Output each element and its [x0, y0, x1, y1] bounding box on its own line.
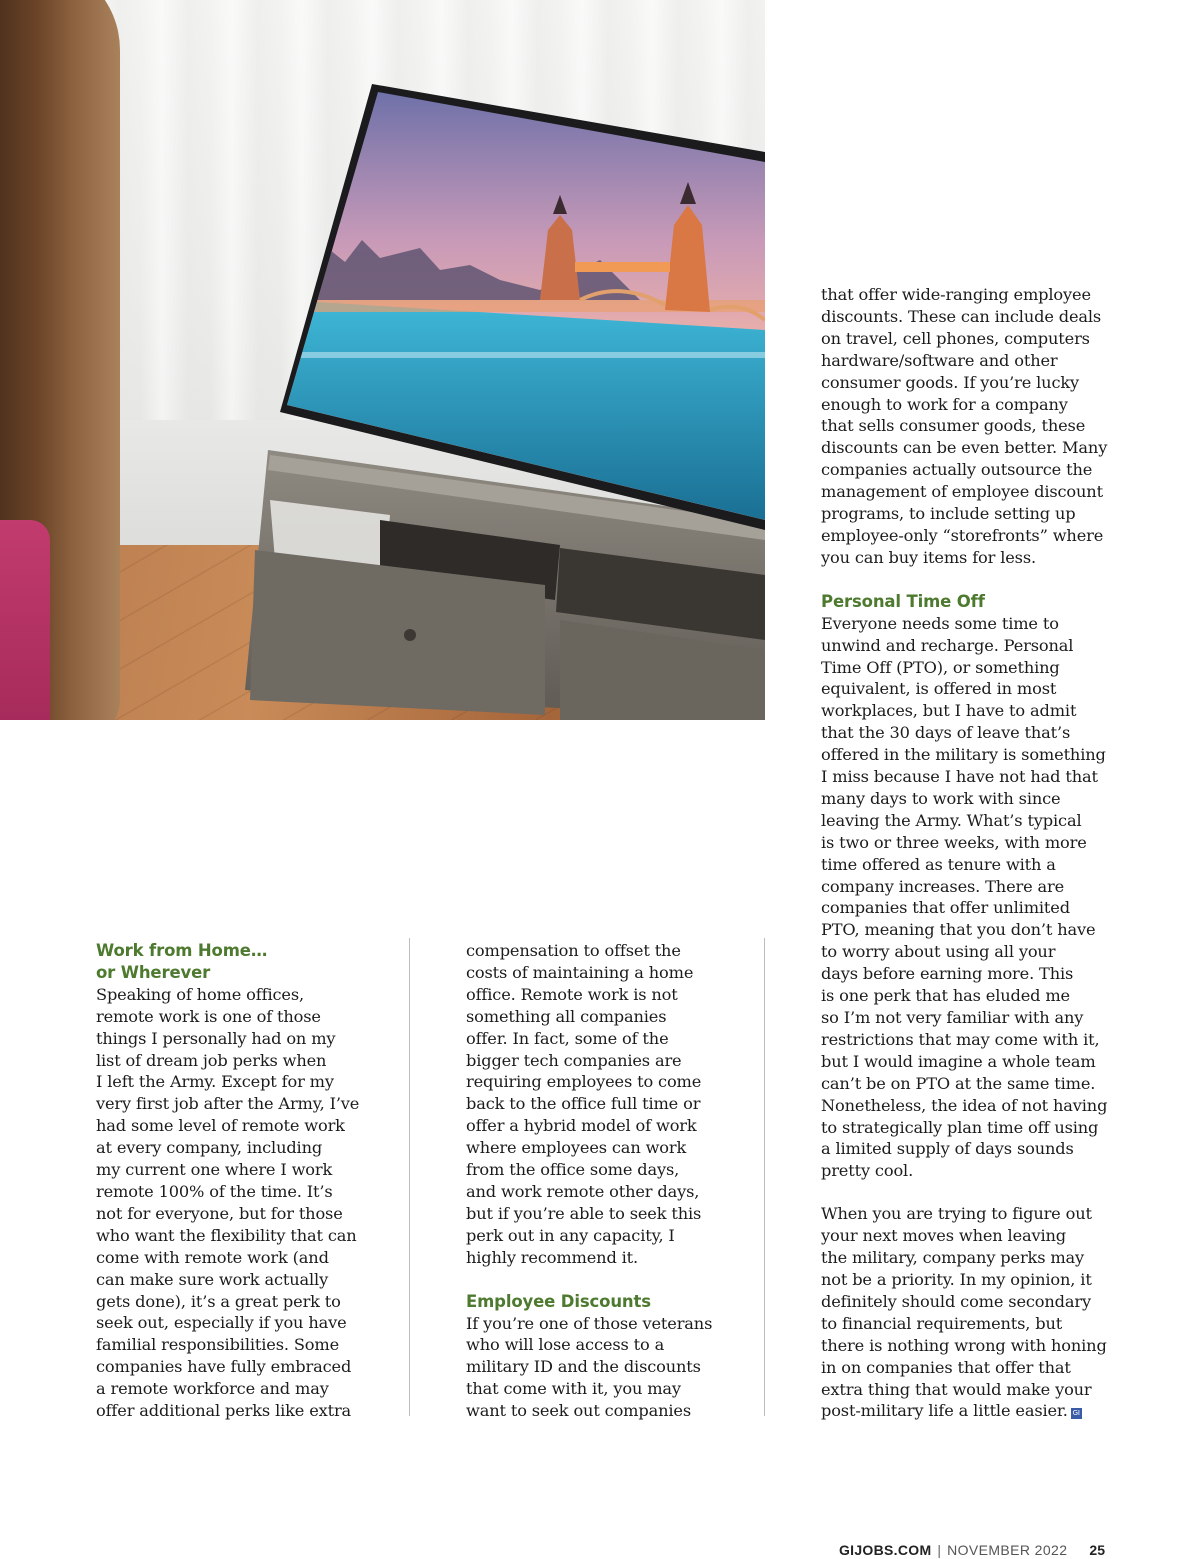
text-line: very first job after the Army, I’ve: [96, 1094, 360, 1114]
text-line: requiring employees to come: [466, 1072, 702, 1092]
text-line: I miss because I have not had that: [821, 767, 1098, 787]
text-line: where employees can work: [466, 1138, 687, 1158]
text-line: seek out, especially if you have: [96, 1313, 347, 1333]
footer-issue-date: NOVEMBER 2022: [947, 1542, 1068, 1558]
text-line: PTO, meaning that you don’t have: [821, 920, 1096, 940]
text-line: not be a priority. In my opinion, it: [821, 1269, 1092, 1289]
text-line: leaving the Army. What’s typical: [821, 810, 1082, 830]
text-line: gets done), it’s a great perk to: [96, 1291, 341, 1311]
text-line: post-military life a little easier.: [821, 1401, 1068, 1421]
text-line: that the 30 days of leave that’s: [821, 723, 1071, 743]
text-line: costs of maintaining a home: [466, 962, 694, 982]
text-line: there is nothing wrong with honing: [821, 1335, 1107, 1355]
page-number: 25: [1089, 1542, 1105, 1558]
text-line: but I would imagine a whole team: [821, 1051, 1096, 1071]
text-line: companies that offer unlimited: [821, 898, 1070, 918]
paragraph-closing: [821, 1203, 1121, 1422]
text-line: enough to work for a company: [821, 394, 1068, 414]
column-1: [96, 940, 396, 1422]
text-line: can make sure work actually: [96, 1269, 329, 1289]
text-line: companies actually outsource the: [821, 460, 1093, 480]
text-line: Speaking of home offices,: [96, 984, 304, 1004]
text-line: I left the Army. Except for my: [96, 1072, 334, 1092]
person-shirt: [0, 520, 50, 720]
text-line: When you are trying to figure out: [821, 1204, 1092, 1224]
text-line: offer. In fact, some of the: [466, 1028, 669, 1048]
text-line: pretty cool.: [821, 1161, 914, 1181]
text-line: to worry about using all your: [821, 942, 1056, 962]
text-line: from the office some days,: [466, 1160, 680, 1180]
text-line: that sells consumer goods, these: [821, 416, 1086, 436]
text-line: on travel, cell phones, computers: [821, 328, 1090, 348]
footer-site: GIJOBS.COM: [838, 1542, 932, 1558]
text-line: familial responsibilities. Some: [96, 1335, 340, 1355]
text-line: is two or three weeks, with more: [821, 832, 1087, 852]
text-line: back to the office full time or: [466, 1094, 701, 1114]
text-line: my current one where I work: [96, 1160, 333, 1180]
column-rule: [409, 938, 410, 1416]
text-line: so I’m not very familiar with any: [821, 1008, 1084, 1027]
text-line: a remote workforce and may: [96, 1379, 329, 1399]
text-line: Everyone needs some time to: [821, 613, 1059, 633]
text-line: company increases. There are: [821, 876, 1065, 896]
text-line: something all companies: [466, 1006, 667, 1026]
text-line: extra thing that would make your: [821, 1379, 1092, 1399]
text-line: workplaces, but I have to admit: [821, 701, 1077, 721]
text-line: who will lose access to a: [466, 1335, 665, 1355]
text-line: discounts. These can include deals: [821, 306, 1102, 326]
section-heading-personal-time-off: Personal Time Off: [821, 591, 985, 611]
text-line: that offer wide-ranging employee: [821, 285, 1091, 304]
text-line: office. Remote work is not: [466, 984, 678, 1004]
footer-separator: |: [937, 1542, 942, 1558]
text-line: offer a hybrid model of work: [466, 1116, 697, 1136]
text-line: who want the flexibility that can: [96, 1225, 357, 1245]
paragraph-employee-discounts: [466, 1313, 766, 1423]
text-line: the military, company perks may: [821, 1248, 1085, 1268]
text-line: to financial requirements, but: [821, 1313, 1063, 1333]
text-line: come with remote work (and: [96, 1247, 329, 1267]
text-line: remote work is one of those: [96, 1006, 321, 1026]
hero-photo: [0, 0, 765, 720]
text-line: compensation to offset the: [466, 941, 681, 960]
text-line: bigger tech companies are: [466, 1050, 682, 1070]
text-line: not for everyone, but for those: [96, 1203, 343, 1223]
text-line: discounts can be even better. Many: [821, 438, 1108, 458]
text-line: time offered as tenure with a: [821, 854, 1056, 874]
text-line: unwind and recharge. Personal: [821, 635, 1074, 655]
text-line: to strategically plan time off using: [821, 1117, 1099, 1137]
text-line: offered in the military is something: [821, 745, 1106, 765]
section-heading-employee-discounts: Employee Discounts: [466, 1291, 651, 1311]
page-footer: [839, 1541, 1105, 1559]
text-line: Nonetheless, the idea of not having: [821, 1095, 1108, 1115]
column-3: [821, 284, 1121, 1422]
text-line: equivalent, is offered in most: [821, 679, 1057, 699]
text-line: many days to work with since: [821, 788, 1061, 808]
text-line: things I personally had on my: [96, 1028, 336, 1048]
section-heading-work-from-home: Work from Home… or Wherever: [96, 941, 268, 982]
text-line: hardware/software and other: [821, 350, 1058, 370]
text-line: in on companies that offer that: [821, 1357, 1071, 1377]
text-line: highly recommend it.: [466, 1247, 639, 1267]
paragraph-employee-discounts-continued: [821, 284, 1121, 569]
text-line: that come with it, you may: [466, 1379, 681, 1399]
text-line: remote 100% of the time. It’s: [96, 1181, 333, 1201]
text-line: employee-only “storefronts” where: [821, 525, 1104, 545]
text-line: Time Off (PTO), or something: [821, 657, 1060, 677]
column-2: [466, 940, 766, 1422]
text-line: can’t be on PTO at the same time.: [821, 1073, 1096, 1093]
text-line: definitely should come secondary: [821, 1291, 1091, 1311]
text-line: military ID and the discounts: [466, 1357, 701, 1377]
text-line: consumer goods. If you’re lucky: [821, 372, 1080, 392]
text-line: restrictions that may come with it,: [821, 1029, 1100, 1049]
text-line: your next moves when leaving: [821, 1226, 1067, 1246]
text-line: want to seek out companies: [466, 1401, 691, 1421]
text-line: offer additional perks like extra: [96, 1401, 352, 1421]
paragraph-personal-time-off: [821, 613, 1121, 1183]
text-line: list of dream job perks when: [96, 1050, 327, 1070]
paragraph-work-from-home-continued: [466, 940, 766, 1269]
gi-end-mark-icon: GI: [1072, 1409, 1080, 1418]
text-line: and work remote other days,: [466, 1181, 700, 1201]
text-line: days before earning more. This: [821, 964, 1074, 984]
paragraph-work-from-home: [96, 984, 396, 1422]
text-line: management of employee discount: [821, 482, 1103, 502]
text-line: perk out in any capacity, I: [466, 1225, 675, 1245]
text-line: you can buy items for less.: [821, 547, 1036, 567]
text-line: programs, to include setting up: [821, 504, 1076, 524]
text-line: If you’re one of those veterans: [466, 1313, 713, 1333]
text-line: companies have fully embraced: [96, 1357, 352, 1377]
text-line: had some level of remote work: [96, 1116, 345, 1136]
text-line: is one perk that has eluded me: [821, 986, 1070, 1006]
text-line: but if you’re able to seek this: [466, 1203, 702, 1223]
text-line: at every company, including: [96, 1138, 323, 1158]
text-line: a limited supply of days sounds: [821, 1139, 1074, 1159]
